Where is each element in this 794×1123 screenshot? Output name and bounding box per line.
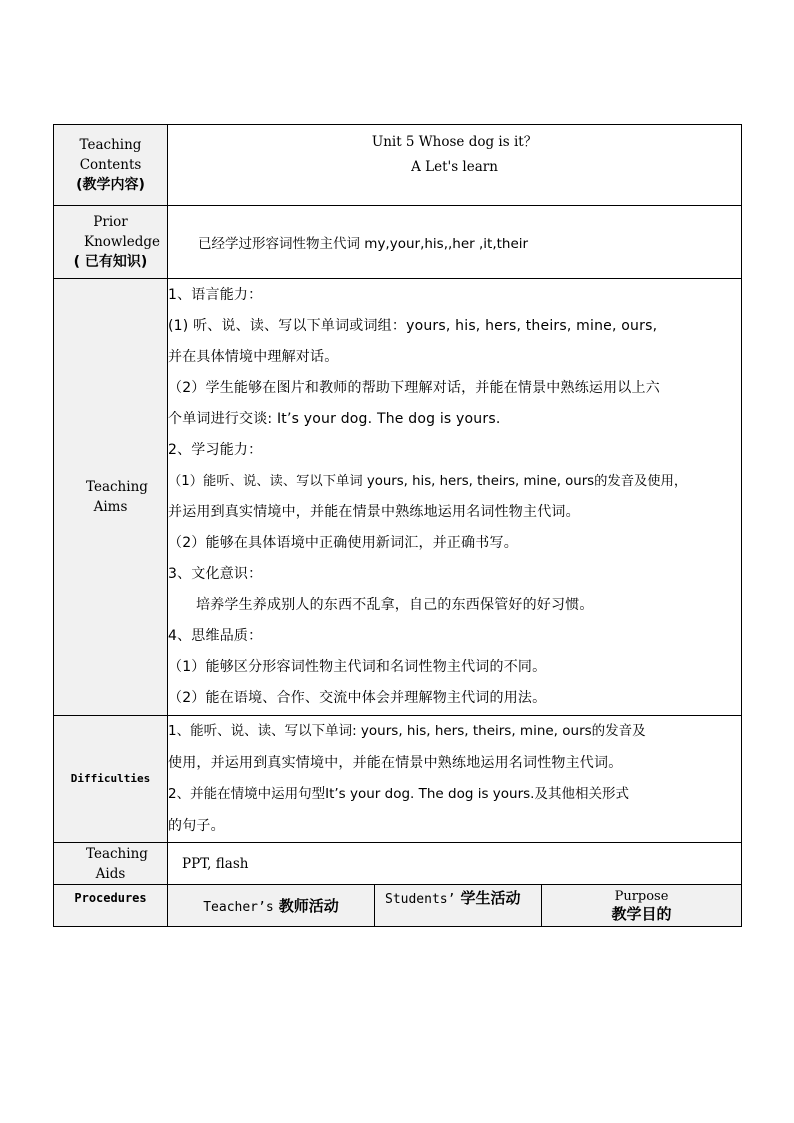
cell-prior-knowledge — [168, 206, 742, 279]
label-en: Teaching Aims — [86, 479, 148, 515]
header-student-activity — [375, 885, 542, 927]
aims-line: 3、文化意识： — [168, 566, 263, 582]
row-procedures-header — [54, 885, 742, 927]
purpose-en: Purpose — [614, 888, 669, 904]
row-teaching-aims — [54, 279, 742, 716]
aims-line: 并在具体情境中理解对话。 — [168, 349, 339, 365]
header-teacher-activity — [168, 885, 375, 927]
row-difficulties — [54, 716, 742, 843]
lesson-title: A Let's learn — [411, 159, 498, 175]
lesson-plan-table — [53, 124, 742, 927]
cell-teaching-aids — [168, 843, 742, 885]
difficulties-line: 使用，并运用到真实情境中，并能在情景中熟练地运用名词性物主代词。 — [168, 754, 623, 771]
label-en: Procedures — [74, 891, 147, 905]
aims-line: 1、语言能力： — [168, 287, 263, 303]
aims-line: 2、学习能力： — [168, 442, 263, 458]
aims-line: （1）能听、说、读、写以下单词 yours, his, hers, theirs, mine, ours的发音及使用， — [168, 474, 688, 489]
aims-line: （2）能在语境、合作、交流中体会并理解物主代词的用法。 — [168, 690, 547, 706]
aims-line: 4、思维品质： — [168, 628, 263, 644]
aims-line: (1) 听、说、读、写以下单词或词组：yours, his, hers, theirs, mine, ours, — [168, 318, 658, 334]
label-procedures — [54, 885, 168, 927]
unit-title: Unit 5 Whose dog is it？ — [371, 134, 538, 150]
students-cn: 学生活动 — [460, 889, 521, 907]
aims-line: （1）能够区分形容词性物主代词和名词性物主代词的不同。 — [168, 659, 547, 675]
label-teaching-aims — [54, 279, 168, 716]
prior-knowledge-text: 已经学过形容词性物主代词 my,your,his,,her ,it,their — [198, 236, 529, 252]
header-purpose — [542, 885, 742, 927]
aims-line: 培养学生养成别人的东西不乱拿，自己的东西保管好的好习惯。 — [196, 597, 594, 613]
aims-line: （2）学生能够在图片和教师的帮助下理解对话，并能在情景中熟练运用以上六 — [168, 380, 660, 396]
label-en: Teaching Contents — [79, 137, 142, 173]
label-teaching-aids — [54, 843, 168, 885]
teacher-cn: 教师活动 — [278, 897, 339, 915]
row-teaching-aids — [54, 843, 742, 885]
purpose-cn: 教学目的 — [611, 904, 672, 923]
label-cn: (教学内容) — [76, 177, 145, 193]
label-en: Prior Knowledge — [84, 214, 161, 250]
label-teaching-contents — [54, 125, 168, 206]
difficulties-line: 2、并能在情境中运用句型It’s your dog. The dog is yours.及其他相关形式 — [168, 786, 629, 802]
aims-line: 并运用到真实情境中，并能在情景中熟练地运用名词性物主代词。 — [168, 504, 580, 520]
aims-line: 个单词进行交谈: It’s your dog. The dog is yours. — [168, 411, 501, 427]
label-en: Teaching Aids — [86, 845, 148, 882]
cell-difficulties — [168, 716, 742, 843]
aims-line: （2）能够在具体语境中正确使用新词汇，并正确书写。 — [168, 535, 518, 551]
label-difficulties — [54, 716, 168, 843]
teaching-aids-text: PPT, flash — [182, 855, 249, 872]
difficulties-line: 1、能听、说、读、写以下单词: yours, his, hers, theirs, mine, ours的发音及 — [168, 723, 646, 739]
label-cn: ( 已有知识) — [73, 254, 148, 270]
teacher-en: Teacher’s — [203, 900, 274, 915]
row-prior-knowledge — [54, 206, 742, 279]
cell-teaching-contents — [168, 125, 742, 206]
difficulties-line: 的句子。 — [168, 817, 225, 834]
row-teaching-contents — [54, 125, 742, 206]
label-en: Difficulties — [70, 772, 151, 785]
cell-teaching-aims — [168, 279, 742, 716]
label-prior-knowledge — [54, 206, 168, 279]
students-en: Students’ — [385, 892, 456, 907]
